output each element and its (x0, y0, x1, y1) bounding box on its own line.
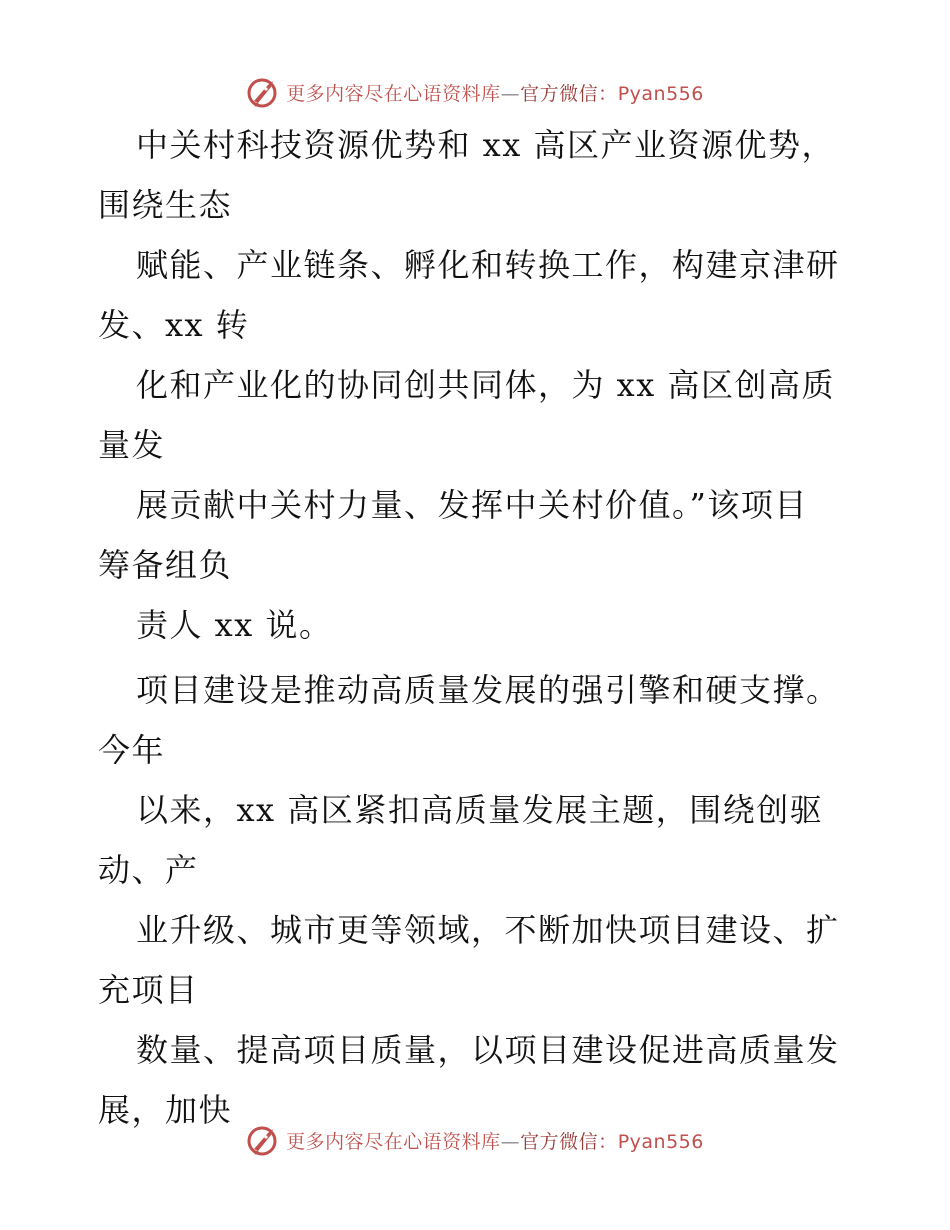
text-line: 量发 (98, 426, 166, 464)
text-line: 赋能、产业链条、孵化和转换工作，构建京津研 (136, 246, 840, 284)
text-line: 筹备组负 (98, 546, 233, 584)
pen-logo-icon (246, 1123, 280, 1157)
text-line: 展，加快 (98, 1091, 233, 1129)
text-line: 业升级、城市更等领域，不断加快项目建设、扩 (136, 911, 840, 949)
footer-banner-main: 更多内容尽在心语资料库 (286, 1130, 501, 1153)
pen-logo-icon (246, 75, 280, 109)
text-line: 责人 xx 说。 (136, 606, 333, 644)
text-line: 数量、提高项目质量，以项目建设促进高质量发 (136, 1031, 840, 1069)
text-line: 充项目 (98, 971, 199, 1009)
text-line: 发、xx 转 (98, 306, 250, 344)
header-banner-label: 官方微信： (520, 82, 618, 105)
footer-banner (0, 1120, 950, 1160)
text-line: 中关村科技资源优势和 xx 高区产业资源优势， (136, 126, 835, 164)
text-line: 以来，xx 高区紧扣高质量发展主题，围绕创驱 (136, 791, 824, 829)
text-line: 项目建设是推动高质量发展的强引擎和硬支撑。 (136, 671, 840, 709)
footer-banner-wechat-id: Pyan556 (617, 1130, 704, 1153)
footer-banner-label: 官方微信： (520, 1130, 618, 1153)
text-line: 化和产业化的协同创共同体，为 xx 高区创高质 (136, 366, 835, 404)
text-line: 今年 (98, 731, 166, 769)
footer-banner-separator: — (500, 1130, 521, 1153)
header-banner-wechat-id: Pyan556 (617, 82, 704, 105)
footer-banner-text (286, 1127, 704, 1154)
header-banner-main: 更多内容尽在心语资料库 (286, 82, 501, 105)
text-line: 动、产 (98, 851, 199, 889)
header-banner-separator: — (500, 82, 521, 105)
header-banner-text (286, 79, 704, 106)
text-line: 围绕生态 (98, 186, 233, 224)
text-line: 展贡献中关村力量、发挥中关村价值。”该项目 (136, 486, 808, 524)
header-banner (0, 72, 950, 112)
